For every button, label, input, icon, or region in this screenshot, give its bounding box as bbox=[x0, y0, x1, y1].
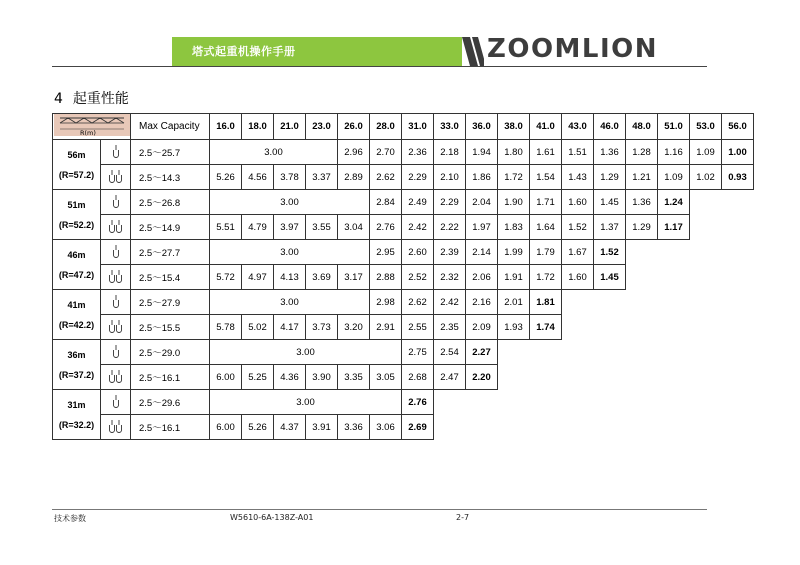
capacity-value-cell: 3.91 bbox=[306, 415, 338, 440]
capacity-value-cell: 2.29 bbox=[402, 165, 434, 190]
capacity-range-cell: 2.5～29.6 bbox=[131, 390, 210, 415]
capacity-value-cell: 1.61 bbox=[530, 140, 562, 165]
capacity-value-cell: 2.22 bbox=[434, 215, 466, 240]
boom-length: 56m bbox=[67, 149, 86, 160]
capacity-value-cell: 1.72 bbox=[530, 265, 562, 290]
capacity-range-cell: 2.5～15.4 bbox=[131, 265, 210, 290]
table-row bbox=[53, 290, 754, 315]
capacity-value-cell: 5.72 bbox=[210, 265, 242, 290]
capacity-value-cell: 2.98 bbox=[370, 290, 402, 315]
capacity-value-cell: 1.67 bbox=[562, 240, 594, 265]
radius-corner-cell bbox=[53, 114, 131, 140]
capacity-value-cell: 1.45 bbox=[594, 265, 626, 290]
capacity-value-cell: 1.60 bbox=[562, 190, 594, 215]
capacity-value-cell: 2.62 bbox=[370, 165, 402, 190]
max-radius: (R=42.2) bbox=[58, 319, 95, 330]
capacity-value-cell: 1.29 bbox=[594, 165, 626, 190]
boom-length-cell bbox=[53, 240, 101, 290]
boom-length: 51m bbox=[67, 199, 86, 210]
capacity-value-cell: 1.94 bbox=[466, 140, 498, 165]
capacity-value-cell: 2.29 bbox=[434, 190, 466, 215]
capacity-value-cell: 1.45 bbox=[594, 190, 626, 215]
table-row bbox=[53, 390, 754, 415]
capacity-value-cell: 2.69 bbox=[402, 415, 434, 440]
table-row bbox=[53, 340, 754, 365]
capacity-value-cell: 1.51 bbox=[562, 140, 594, 165]
capacity-value-cell: 3.04 bbox=[338, 215, 370, 240]
capacity-value-cell: 3.05 bbox=[370, 365, 402, 390]
capacity-value-cell: 1.43 bbox=[562, 165, 594, 190]
capacity-value-cell: 5.25 bbox=[242, 365, 274, 390]
radius-header-cell: 23.0 bbox=[306, 114, 338, 140]
merged-capacity-cell: 3.00 bbox=[210, 140, 338, 165]
capacity-value-cell: 5.02 bbox=[242, 315, 274, 340]
capacity-value-cell: 1.24 bbox=[658, 190, 690, 215]
manual-title: 塔式起重机操作手册 bbox=[192, 45, 296, 58]
capacity-value-cell: 1.36 bbox=[626, 190, 658, 215]
capacity-value-cell: 1.09 bbox=[690, 140, 722, 165]
merged-capacity-cell: 3.00 bbox=[210, 290, 370, 315]
max-radius: (R=47.2) bbox=[58, 269, 95, 280]
capacity-value-cell: 1.83 bbox=[498, 215, 530, 240]
empty-cell bbox=[434, 415, 754, 440]
capacity-value-cell: 1.71 bbox=[530, 190, 562, 215]
capacity-value-cell: 1.09 bbox=[658, 165, 690, 190]
boom-length-cell bbox=[53, 290, 101, 340]
capacity-value-cell: 1.97 bbox=[466, 215, 498, 240]
capacity-value-cell: 4.56 bbox=[242, 165, 274, 190]
capacity-range-cell: 2.5～27.9 bbox=[131, 290, 210, 315]
empty-cell bbox=[690, 215, 754, 240]
capacity-value-cell: 6.00 bbox=[210, 365, 242, 390]
section-title bbox=[54, 88, 129, 108]
capacity-value-cell: 5.78 bbox=[210, 315, 242, 340]
double-fall-hook-icon bbox=[101, 265, 131, 290]
capacity-value-cell: 2.14 bbox=[466, 240, 498, 265]
capacity-value-cell: 2.06 bbox=[466, 265, 498, 290]
empty-cell bbox=[498, 365, 754, 390]
capacity-value-cell: 1.72 bbox=[498, 165, 530, 190]
capacity-value-cell: 1.99 bbox=[498, 240, 530, 265]
capacity-range-cell: 2.5～16.1 bbox=[131, 415, 210, 440]
capacity-value-cell: 3.20 bbox=[338, 315, 370, 340]
boom-length: 46m bbox=[67, 249, 86, 260]
footer-doc-number: W5610-6A-138Z-A01 bbox=[230, 513, 314, 522]
table-row bbox=[53, 240, 754, 265]
capacity-value-cell: 1.36 bbox=[594, 140, 626, 165]
capacity-value-cell: 3.90 bbox=[306, 365, 338, 390]
capacity-value-cell: 2.91 bbox=[370, 315, 402, 340]
merged-capacity-cell: 3.00 bbox=[210, 190, 370, 215]
capacity-value-cell: 1.02 bbox=[690, 165, 722, 190]
merged-capacity-cell: 3.00 bbox=[210, 340, 402, 365]
max-radius: (R=37.2) bbox=[58, 369, 95, 380]
capacity-value-cell: 1.79 bbox=[530, 240, 562, 265]
radius-header-cell: 56.0 bbox=[722, 114, 754, 140]
capacity-value-cell: 2.49 bbox=[402, 190, 434, 215]
capacity-value-cell: 2.16 bbox=[466, 290, 498, 315]
capacity-value-cell: 2.42 bbox=[434, 290, 466, 315]
boom-length-cell bbox=[53, 340, 101, 390]
capacity-value-cell: 1.81 bbox=[530, 290, 562, 315]
table-row bbox=[53, 165, 754, 190]
capacity-value-cell: 2.55 bbox=[402, 315, 434, 340]
capacity-range-cell: 2.5～29.0 bbox=[131, 340, 210, 365]
capacity-value-cell: 1.64 bbox=[530, 215, 562, 240]
capacity-value-cell: 5.51 bbox=[210, 215, 242, 240]
radius-header-cell: 48.0 bbox=[626, 114, 658, 140]
capacity-value-cell: 4.97 bbox=[242, 265, 274, 290]
table-header-row bbox=[53, 114, 754, 140]
capacity-value-cell: 2.18 bbox=[434, 140, 466, 165]
capacity-value-cell: 3.35 bbox=[338, 365, 370, 390]
capacity-value-cell: 2.32 bbox=[434, 265, 466, 290]
single-fall-hook-icon bbox=[101, 290, 131, 315]
capacity-value-cell: 5.26 bbox=[242, 415, 274, 440]
capacity-value-cell: 4.36 bbox=[274, 365, 306, 390]
capacity-range-cell: 2.5～15.5 bbox=[131, 315, 210, 340]
radius-header-cell: 36.0 bbox=[466, 114, 498, 140]
empty-cell bbox=[562, 290, 754, 315]
radius-header-cell: 51.0 bbox=[658, 114, 690, 140]
table-row bbox=[53, 415, 754, 440]
capacity-range-cell: 2.5～26.8 bbox=[131, 190, 210, 215]
capacity-value-cell: 2.36 bbox=[402, 140, 434, 165]
capacity-value-cell: 3.36 bbox=[338, 415, 370, 440]
capacity-value-cell: 1.93 bbox=[498, 315, 530, 340]
capacity-value-cell: 2.20 bbox=[466, 365, 498, 390]
single-fall-hook-icon bbox=[101, 390, 131, 415]
empty-cell bbox=[562, 315, 754, 340]
capacity-value-cell: 3.17 bbox=[338, 265, 370, 290]
capacity-value-cell: 2.75 bbox=[402, 340, 434, 365]
capacity-value-cell: 1.52 bbox=[562, 215, 594, 240]
radius-header-cell: 53.0 bbox=[690, 114, 722, 140]
capacity-value-cell: 2.68 bbox=[402, 365, 434, 390]
radius-header-cell: 26.0 bbox=[338, 114, 370, 140]
capacity-value-cell: 2.52 bbox=[402, 265, 434, 290]
brand-stripes-icon bbox=[440, 37, 484, 66]
capacity-value-cell: 4.37 bbox=[274, 415, 306, 440]
capacity-value-cell: 4.79 bbox=[242, 215, 274, 240]
section-title-text: 起重性能 bbox=[72, 91, 129, 107]
capacity-value-cell: 2.89 bbox=[338, 165, 370, 190]
boom-length-cell bbox=[53, 190, 101, 240]
boom-length-cell bbox=[53, 140, 101, 190]
radius-header-cell: 41.0 bbox=[530, 114, 562, 140]
capacity-value-cell: 5.26 bbox=[210, 165, 242, 190]
max-radius: (R=32.2) bbox=[58, 419, 95, 430]
capacity-range-cell: 2.5～27.7 bbox=[131, 240, 210, 265]
capacity-value-cell: 2.47 bbox=[434, 365, 466, 390]
table-row bbox=[53, 365, 754, 390]
capacity-value-cell: 0.93 bbox=[722, 165, 754, 190]
capacity-value-cell: 2.95 bbox=[370, 240, 402, 265]
radius-header-cell: 28.0 bbox=[370, 114, 402, 140]
empty-cell bbox=[690, 190, 754, 215]
capacity-value-cell: 3.78 bbox=[274, 165, 306, 190]
capacity-value-cell: 2.76 bbox=[402, 390, 434, 415]
radius-header-cell: 16.0 bbox=[210, 114, 242, 140]
table-row bbox=[53, 140, 754, 165]
capacity-range-cell: 2.5～25.7 bbox=[131, 140, 210, 165]
capacity-value-cell: 6.00 bbox=[210, 415, 242, 440]
capacity-value-cell: 3.06 bbox=[370, 415, 402, 440]
empty-cell bbox=[498, 340, 754, 365]
capacity-value-cell: 1.60 bbox=[562, 265, 594, 290]
table-row bbox=[53, 265, 754, 290]
capacity-value-cell: 2.54 bbox=[434, 340, 466, 365]
capacity-value-cell: 1.37 bbox=[594, 215, 626, 240]
single-fall-hook-icon bbox=[101, 340, 131, 365]
capacity-value-cell: 4.17 bbox=[274, 315, 306, 340]
capacity-range-cell: 2.5～14.9 bbox=[131, 215, 210, 240]
footer-page-number: 2-7 bbox=[456, 513, 470, 522]
lifting-capacity-table bbox=[52, 113, 754, 440]
footer-left: 技术参数 bbox=[54, 514, 86, 523]
radius-header-cell: 46.0 bbox=[594, 114, 626, 140]
max-radius: (R=57.2) bbox=[58, 169, 95, 180]
merged-capacity-cell: 3.00 bbox=[210, 240, 370, 265]
capacity-value-cell: 4.13 bbox=[274, 265, 306, 290]
radius-header-cell: 31.0 bbox=[402, 114, 434, 140]
table-row bbox=[53, 215, 754, 240]
section-number: 4 bbox=[54, 91, 63, 107]
capacity-value-cell: 2.42 bbox=[402, 215, 434, 240]
capacity-value-cell: 1.28 bbox=[626, 140, 658, 165]
capacity-value-cell: 1.90 bbox=[498, 190, 530, 215]
capacity-value-cell: 1.86 bbox=[466, 165, 498, 190]
empty-cell bbox=[434, 390, 754, 415]
capacity-value-cell: 2.60 bbox=[402, 240, 434, 265]
single-fall-hook-icon bbox=[101, 190, 131, 215]
boom-length-cell bbox=[53, 390, 101, 440]
empty-cell bbox=[626, 240, 754, 265]
capacity-value-cell: 2.01 bbox=[498, 290, 530, 315]
capacity-value-cell: 2.27 bbox=[466, 340, 498, 365]
max-radius: (R=52.2) bbox=[58, 219, 95, 230]
radius-header-cell: 38.0 bbox=[498, 114, 530, 140]
radius-header-cell: 33.0 bbox=[434, 114, 466, 140]
capacity-value-cell: 1.74 bbox=[530, 315, 562, 340]
capacity-value-cell: 2.09 bbox=[466, 315, 498, 340]
table-row bbox=[53, 190, 754, 215]
capacity-value-cell: 1.17 bbox=[658, 215, 690, 240]
capacity-range-cell: 2.5～14.3 bbox=[131, 165, 210, 190]
capacity-value-cell: 1.16 bbox=[658, 140, 690, 165]
capacity-value-cell: 2.35 bbox=[434, 315, 466, 340]
capacity-value-cell: 2.70 bbox=[370, 140, 402, 165]
merged-capacity-cell: 3.00 bbox=[210, 390, 402, 415]
capacity-value-cell: 2.96 bbox=[338, 140, 370, 165]
capacity-value-cell: 1.91 bbox=[498, 265, 530, 290]
capacity-value-cell: 2.76 bbox=[370, 215, 402, 240]
capacity-value-cell: 1.52 bbox=[594, 240, 626, 265]
empty-cell bbox=[626, 265, 754, 290]
capacity-value-cell: 2.10 bbox=[434, 165, 466, 190]
capacity-value-cell: 2.84 bbox=[370, 190, 402, 215]
capacity-value-cell: 3.69 bbox=[306, 265, 338, 290]
footer-divider bbox=[52, 509, 707, 510]
jib-diagram-icon bbox=[54, 114, 130, 136]
single-fall-hook-icon bbox=[101, 140, 131, 165]
capacity-value-cell: 1.00 bbox=[722, 140, 754, 165]
header-band bbox=[172, 37, 462, 66]
capacity-value-cell: 1.21 bbox=[626, 165, 658, 190]
brand-logo: ZOOMLION bbox=[487, 34, 659, 64]
double-fall-hook-icon bbox=[101, 315, 131, 340]
capacity-value-cell: 2.62 bbox=[402, 290, 434, 315]
capacity-value-cell: 2.88 bbox=[370, 265, 402, 290]
capacity-value-cell: 1.80 bbox=[498, 140, 530, 165]
radius-header-cell: 18.0 bbox=[242, 114, 274, 140]
capacity-value-cell: 3.73 bbox=[306, 315, 338, 340]
double-fall-hook-icon bbox=[101, 165, 131, 190]
capacity-value-cell: 1.54 bbox=[530, 165, 562, 190]
single-fall-hook-icon bbox=[101, 240, 131, 265]
double-fall-hook-icon bbox=[101, 215, 131, 240]
boom-length: 31m bbox=[67, 399, 86, 410]
max-capacity-label: Max Capacity bbox=[131, 114, 210, 140]
boom-length: 41m bbox=[67, 299, 86, 310]
table-row bbox=[53, 315, 754, 340]
radius-header-cell: 21.0 bbox=[274, 114, 306, 140]
double-fall-hook-icon bbox=[101, 415, 131, 440]
radius-header-cell: 43.0 bbox=[562, 114, 594, 140]
capacity-value-cell: 2.04 bbox=[466, 190, 498, 215]
capacity-value-cell: 3.55 bbox=[306, 215, 338, 240]
header-divider bbox=[52, 66, 707, 67]
radius-label: R(m) bbox=[79, 129, 96, 136]
capacity-value-cell: 3.97 bbox=[274, 215, 306, 240]
double-fall-hook-icon bbox=[101, 365, 131, 390]
boom-length: 36m bbox=[67, 349, 86, 360]
capacity-value-cell: 1.29 bbox=[626, 215, 658, 240]
capacity-value-cell: 3.37 bbox=[306, 165, 338, 190]
capacity-value-cell: 2.39 bbox=[434, 240, 466, 265]
capacity-range-cell: 2.5～16.1 bbox=[131, 365, 210, 390]
